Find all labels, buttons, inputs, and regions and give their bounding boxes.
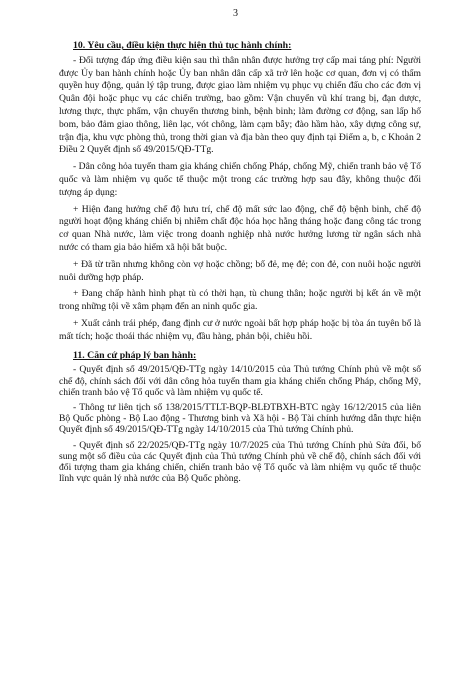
paragraph: - Đối tượng đáp ứng điều kiện sau thì thân nhân được hưởng trợ cấp mai táng phí: Người được Ủy ban hành chính hoặc Ủy ban nhân dân cấp xã trở lên hoặc cơ quan, đơn vị có thẩm quyền huy động, quản lý tập trung, được giao làm nhiệm vụ phục vụ chiến đấu cho các đơn vị Quân đội hoặc phục vụ các chiến trường, bao gồm: Vận chuyển vũ khí trang bị, đạn dược, lương thực, thực phẩm, vận chuyển thương binh, bệnh binh; làm đường cơ động, san lấp hố bom, bảo đảm giao thông, liên lạc, vót chông, làm cạm bẫy; đào hầm hào, xây dựng công sự, trận địa, khu vực phòng thủ, trong thời gian và địa bàn theo quy định tại Điểm a, b, c Khoản 2 Điều 2 Quyết định số 49/2015/QĐ-TTg. [59,54,421,156]
section-heading-text: 10. Yêu cầu, điều kiện thực hiện thủ tục hành chính: [73,40,292,51]
paragraph: + Hiện đang hưởng chế độ hưu trí, chế độ mất sức lao động, chế độ bệnh binh, chế độ người hoạt động kháng chiến bị nhiễm chất độc hóa học hằng tháng hoặc đang công tác trong cơ quan Nhà nước, làm việc trong doanh nghiệp nhà nước hưởng lương từ ngân sách nhà nước có tham gia bảo hiểm xã hội bắt buộc. [59,203,421,253]
section-heading-text: 11. Căn cứ pháp lý ban hành: [73,349,197,361]
paragraph: - Dân công hỏa tuyến tham gia kháng chiến chống Pháp, chống Mỹ, chiến tranh bảo vệ Tổ quốc và làm nhiệm vụ quốc tế thuộc một trong các trường hợp sau đây, không thuộc đối tượng áp dụng: [59,161,421,198]
paragraph: - Quyết định số 49/2015/QĐ-TTg ngày 14/10/2015 của Thủ tướng Chính phủ về một số chế độ, chính sách đối với dân công hỏa tuyến tham gia kháng chiến chống Pháp, chống Mỹ, chiến tranh bảo vệ Tổ quốc và làm nhiệm vụ quốc tế. [59,364,421,398]
paragraph: + Đang chấp hành hình phạt tù có thời hạn, tù chung thân; hoặc người bị kết án về một trong những tội về xâm phạm đến an ninh quốc gia. [59,288,421,313]
paragraph: - Thông tư liên tịch số 138/2015/TTLT-BQP-BLĐTBXH-BTC ngày 16/12/2015 của liên Bộ Quốc phòng - Bộ Lao động - Thương binh và Xã hội - Bộ Tài chính hướng dẫn thực hiện Quyết định số 49/2015/QĐ-TTg ngày 14/10/2015 của Thủ tướng Chính phủ. [59,401,421,436]
section-legal-basis [59,350,421,485]
section-heading [59,350,421,363]
section-heading [59,40,421,53]
paragraph: - Quyết định số 22/2025/QĐ-TTg ngày 10/7/2025 của Thủ tướng Chính phủ Sửa đổi, bổ sung một số điều của các Quyết định của Thủ tướng Chính phủ về chế độ, chính sách đối với đối tượng tham gia kháng chiến, chiến tranh bảo vệ Tổ quốc và làm nhiệm vụ quốc tế thuộc lĩnh vực quản lý nhà nước của Bộ Quốc phòng. [59,439,421,485]
page-content [59,40,421,488]
page-number: 3 [233,8,238,19]
paragraph: + Xuất cảnh trái phép, đang định cư ở nước ngoài bất hợp pháp hoặc bị tòa án tuyên bố là mất tích; hoặc thoái thác nhiệm vụ, đầu hàng, phản bội, chiêu hồi. [59,317,421,342]
section-requirements [59,40,421,344]
paragraph: + Đã từ trần nhưng không còn vợ hoặc chồng; bố đẻ, mẹ đẻ; con đẻ, con nuôi hoặc người nuôi dưỡng hợp pháp. [59,258,421,283]
